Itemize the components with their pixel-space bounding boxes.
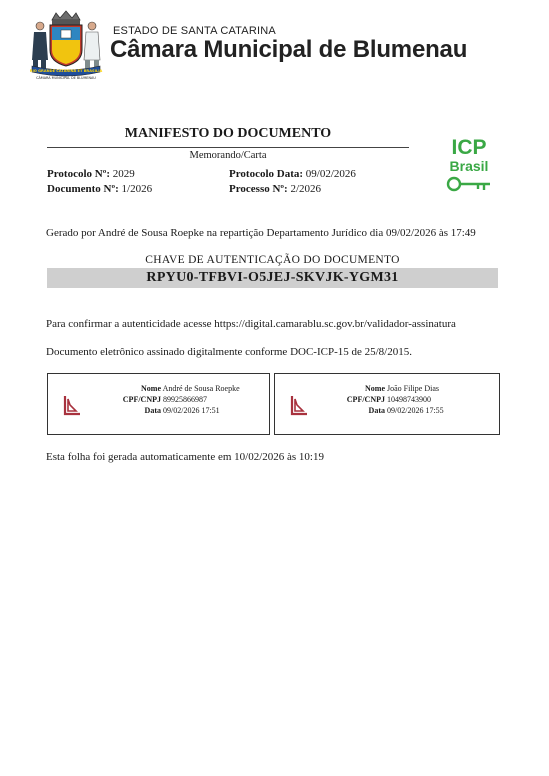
signature-date-label: Data <box>368 406 385 415</box>
signature-seal-icon <box>289 394 311 416</box>
chamber-name: Câmara Municipal de Blumenau <box>110 36 468 63</box>
signer-name: André de Sousa Roepke <box>162 384 240 393</box>
auth-key-code: RPYU0-TFBVI-O5JEJ-SKVJK-YGM31 <box>146 270 399 285</box>
signature-date: 09/02/2026 17:51 <box>163 406 220 415</box>
protocol-date-value: 09/02/2026 <box>305 168 356 180</box>
svg-text:CÂMARA MUNICIPAL DE BLUMENAU: CÂMARA MUNICIPAL DE BLUMENAU <box>36 76 96 80</box>
icp-brasil-logo <box>440 135 498 197</box>
signer-name-label: Nome <box>141 384 161 393</box>
protocol-date <box>229 168 356 180</box>
key-icon <box>448 178 490 190</box>
icp-text: ICP <box>451 136 487 159</box>
signer-cpf-label: CPF/CNPJ <box>122 395 161 404</box>
signature-box <box>47 373 270 435</box>
process-number-label: Processo Nº: <box>229 183 288 195</box>
document-number <box>47 183 152 195</box>
signer-cpf: 10498743900 <box>387 395 431 404</box>
protocol-number-value: 2029 <box>112 168 135 180</box>
generated-by-text: Gerado por André de Sousa Roepke na repartição Departamento Jurídico dia 09/02/2026 às 17:49 <box>46 227 476 239</box>
signer-cpf: 89925866987 <box>163 395 207 404</box>
protocol-number <box>47 168 135 180</box>
state-name: ESTADO DE SANTA CATARINA <box>113 25 276 37</box>
signer-cpf-label: CPF/CNPJ <box>346 395 385 404</box>
title-divider <box>47 147 409 148</box>
process-number <box>229 183 321 195</box>
process-number-value: 2/2026 <box>290 183 322 195</box>
signature-box <box>274 373 500 435</box>
generation-footer: Esta folha foi gerada automaticamente em 10/02/2026 às 10:19 <box>46 451 324 463</box>
signer-name-label: Nome <box>365 384 385 393</box>
signature-date-label: Data <box>144 406 161 415</box>
signer-name: João Filipe Dias <box>387 384 439 393</box>
signature-date: 09/02/2026 17:55 <box>387 406 444 415</box>
brasil-text: Brasil <box>449 158 489 174</box>
svg-text:RIO GRANDE CATARINA ET BRASILI: RIO GRANDE CATARINA ET BRASILIA <box>29 69 103 73</box>
document-type: Memorando/Carta <box>189 150 267 161</box>
document-number-value: 1/2026 <box>121 183 153 195</box>
protocol-date-label: Protocolo Data: <box>229 168 304 180</box>
signature-seal-icon <box>62 394 84 416</box>
document-number-label: Documento Nº: <box>47 183 119 195</box>
validation-instructions: Para confirmar a autenticidade acesse https://digital.camarablu.sc.gov.br/validador-assinatura <box>46 318 456 330</box>
auth-key-title: CHAVE DE AUTENTICAÇÃO DO DOCUMENTO <box>145 254 400 266</box>
manifest-title: MANIFESTO DO DOCUMENTO <box>124 126 332 141</box>
protocol-number-label: Protocolo Nº: <box>47 168 110 180</box>
digital-signature-note: Documento eletrônico assinado digitalmente conforme DOC-ICP-15 de 25/8/2015. <box>46 346 412 358</box>
city-crest-logo <box>28 10 104 80</box>
